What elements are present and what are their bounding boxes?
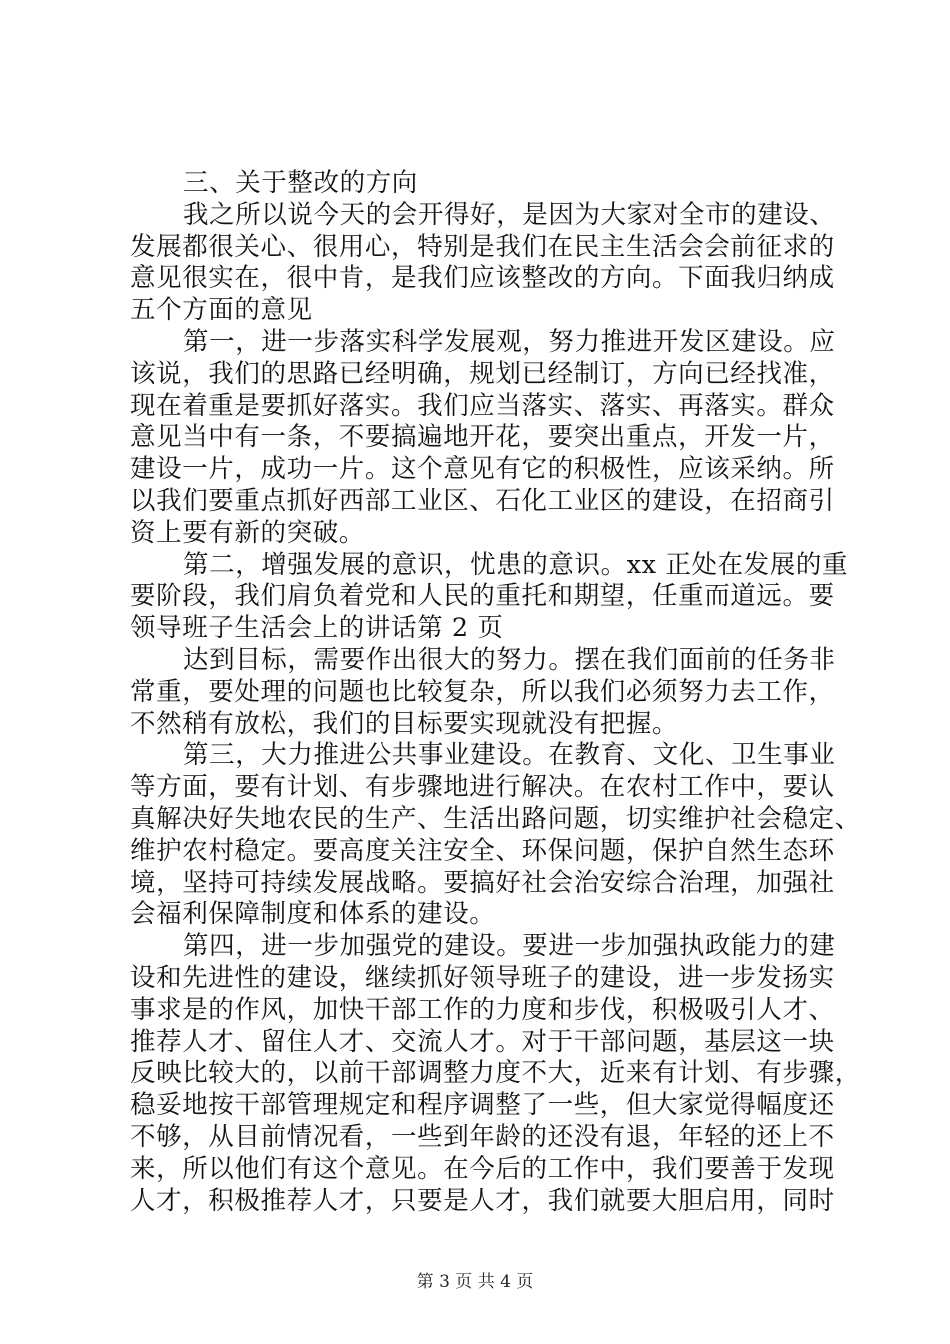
page-footer: 第 3 页 共 4 页 xyxy=(416,1272,534,1292)
text-line: 境，坚持可持续发展战略。要搞好社会治安综合治理，加强社 xyxy=(130,867,835,898)
text-line: 设和先进性的建设，继续抓好领导班子的建设，进一步发扬实 xyxy=(130,962,835,993)
text-line: 推荐人才、留住人才、交流人才。对于干部问题，基层这一块 xyxy=(130,1026,835,1057)
text-line: 真解决好失地农民的生产、生活出路问题，切实维护社会稳定、 xyxy=(130,803,861,834)
text-line: 资上要有新的突破。 xyxy=(130,517,365,548)
text-line: 我之所以说今天的会开得好，是因为大家对全市的建设、 xyxy=(183,199,836,230)
text-line: 维护农村稳定。要高度关注安全、环保问题，保护自然生态环 xyxy=(130,835,835,866)
text-line: 发展都很关心、很用心，特别是我们在民主生活会会前征求的 xyxy=(130,231,835,262)
text-line: 三、关于整改的方向 xyxy=(183,168,418,198)
text-line: 意见当中有一条，不要搞遍地开花，要突出重点，开发一片， xyxy=(130,422,835,453)
text-line: 领导班子生活会上的讲话第 2 页 xyxy=(130,613,504,644)
text-line: 会福利保障制度和体系的建设。 xyxy=(130,899,496,930)
text-line: 不够，从目前情况看，一些到年龄的还没有退，年轻的还上不 xyxy=(130,1121,835,1152)
text-line: 建设一片，成功一片。这个意见有它的积极性，应该采纳。所 xyxy=(130,454,835,485)
text-line: 现在着重是要抓好落实。我们应当落实、落实、再落实。群众 xyxy=(130,390,835,421)
document-body xyxy=(130,168,861,1217)
text-line: 反映比较大的，以前干部调整力度不大，近来有计划、有步骤， xyxy=(130,1058,861,1089)
text-line: 第四，进一步加强党的建设。要进一步加强执政能力的建 xyxy=(183,931,836,962)
text-line: 要阶段，我们肩负着党和人民的重托和期望，任重而道远。要 xyxy=(130,581,835,612)
text-line: 常重，要处理的问题也比较复杂，所以我们必须努力去工作， xyxy=(130,676,835,707)
text-line: 人才，积极推荐人才，只要是人才，我们就要大胆启用，同时 xyxy=(130,1185,835,1216)
text-line: 第一，进一步落实科学发展观，努力推进开发区建设。应 xyxy=(183,326,836,357)
text-line: 稳妥地按干部管理规定和程序调整了一些，但大家觉得幅度还 xyxy=(130,1090,835,1121)
text-line: 该说，我们的思路已经明确，规划已经制订，方向已经找准， xyxy=(130,358,835,389)
text-line: 第二，增强发展的意识，忧患的意识。xx 正处在发展的重 xyxy=(183,549,849,580)
text-line: 第三，大力推进公共事业建设。在教育、文化、卫生事业 xyxy=(183,740,836,771)
text-line: 不然稍有放松，我们的目标要实现就没有把握。 xyxy=(130,708,679,739)
text-line: 等方面，要有计划、有步骤地进行解决。在农村工作中，要认 xyxy=(130,772,835,803)
text-line: 以我们要重点抓好西部工业区、石化工业区的建设，在招商引 xyxy=(130,485,835,516)
text-line: 达到目标，需要作出很大的努力。摆在我们面前的任务非 xyxy=(183,644,836,675)
text-line: 意见很实在，很中肯，是我们应该整改的方向。下面我归纳成 xyxy=(130,263,835,294)
text-line: 事求是的作风，加快干部工作的力度和步伐，积极吸引人才、 xyxy=(130,994,835,1025)
text-line: 来，所以他们有这个意见。在今后的工作中，我们要善于发现 xyxy=(130,1153,835,1184)
text-line: 五个方面的意见 xyxy=(130,295,313,326)
